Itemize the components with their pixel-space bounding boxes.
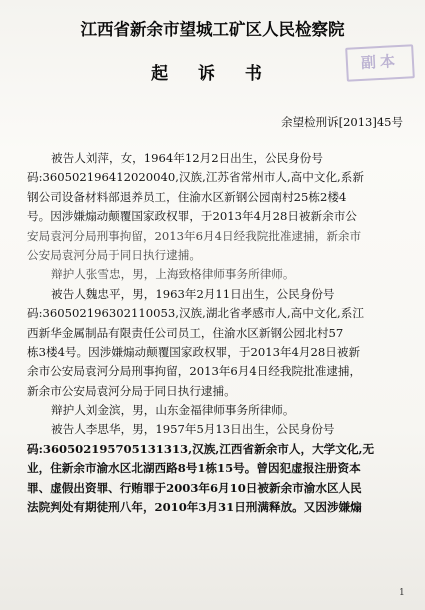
defense-lawyer-line: 辩护人刘金滨，男，山东金福律师事务所律师。 xyxy=(51,403,295,418)
text-line: 码:360502196412020040,汉族,江苏省常州市人,高中文化,系新 xyxy=(27,170,364,185)
defense-lawyer-line: 辩护人张雪忠，男，上海致格律师事务所律师。 xyxy=(51,267,295,282)
indictment-body xyxy=(27,149,403,517)
page-number: 1 xyxy=(399,588,405,598)
text-line: 新余市公安局袁河分局于同日执行逮捕。 xyxy=(27,383,236,398)
text-line: 安局袁河分局刑事拘留，2013年6月4日经我院批准逮捕，新余市 xyxy=(27,228,362,243)
text-line: 被告人李思华，男，1957年5月13日出生，公民身份号 xyxy=(51,422,335,437)
text-line: 被告人魏忠平，男，1963年2月11日出生，公民身份号 xyxy=(51,286,335,301)
text-line: 西新华金属制品有限责任公司员工，住渝水区新钢公园北村57 xyxy=(27,325,344,340)
document-title: 起 诉 书 xyxy=(151,64,274,84)
procuratorate-name: 江西省新余市望城工矿区人民检察院 xyxy=(80,20,345,39)
text-line: 码:360502195705131313,汉族,江西省新余市人，大学文化,无 xyxy=(27,441,375,456)
text-line: 号。因涉嫌煽动颠覆国家政权罪，于2013年4月28日被新余市公 xyxy=(27,209,357,224)
text-line: 栋3楼4号。因涉嫌煽动颠覆国家政权罪，于2013年4月28日被新 xyxy=(27,344,361,359)
text-line: 余市公安局袁河分局刑事拘留，2013年6月4日经我院批准逮捕， xyxy=(27,364,362,379)
document-number: 余望检刑诉[2013]45号 xyxy=(281,115,403,129)
text-line: 业，住新余市渝水区北湖西路8号1栋15号。曾因犯虚报注册资本 xyxy=(27,461,361,476)
text-line: 法院判处有期徒刑八年，2010年3月31日刑满释放。又因涉嫌煽 xyxy=(27,500,362,515)
copy-stamp: 副本 xyxy=(345,44,415,82)
text-line: 罪、虚假出资罪、行贿罪于2003年6月10日被新余市渝水区人民 xyxy=(27,480,362,495)
text-line: 钢公司设备材料部退养员工，住渝水区新钢公园南村25栋2楼4 xyxy=(27,189,347,204)
text-line: 公安局袁河分局于同日执行逮捕。 xyxy=(27,247,201,262)
text-line: 码:360502196302110053,汉族,湖北省孝感市人,高中文化,系江 xyxy=(27,306,364,321)
text-line: 被告人刘萍，女，1964年12月2日出生，公民身份号 xyxy=(51,151,323,165)
